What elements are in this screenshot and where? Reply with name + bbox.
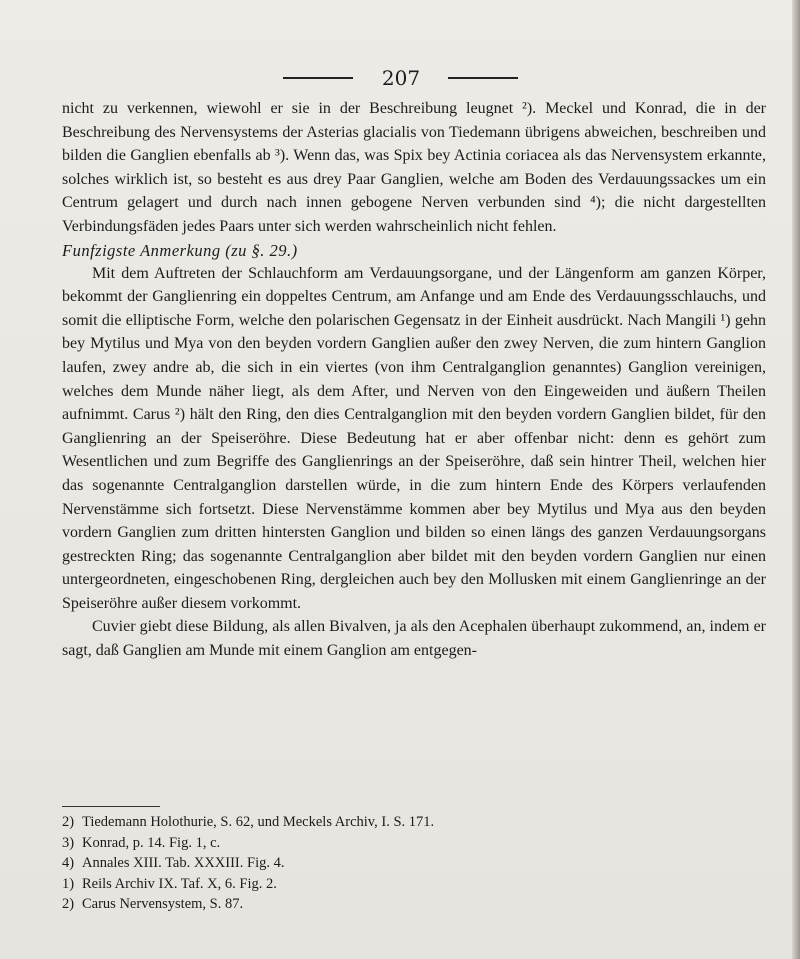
- header-rule-right: [448, 77, 518, 79]
- footnote-item: [62, 812, 582, 833]
- footnote-text: Carus Nervensystem, S. 87.: [82, 896, 244, 912]
- footnote-item: [62, 853, 582, 874]
- footnotes: [62, 812, 582, 915]
- footnote-number: 2): [62, 896, 75, 912]
- paragraph-continuation: nicht zu verkennen, wiewohl er sie in der Beschreibung leugnet ²). Meckel und Konrad, die in der Beschreibung des Nervensystems der Asterias glacialis von Tiedemann übrigens abweichen, beschreiben und bilden die Ganglien ebenfalls ab ³). Wenn das, was Spix bey Actinia coriacea als das Nervensystem erkannte, solches wirklich ist, so besteht es aus drey Paar Ganglien, welche am Boden des Verdauungssackes um ein Centrum gelagert und durch nach innen gebogene Nerven verbunden sind ⁴); die nicht dargestellten Verbindungsfäden jedes Paars unter sich werden wahrscheinlich nicht fehlen.: [62, 100, 766, 235]
- footnote-text: Reils Archiv IX. Taf. X, 6. Fig. 2.: [82, 875, 277, 892]
- footnote-divider: [62, 806, 160, 807]
- page-number: 207: [381, 66, 421, 90]
- paragraph-closing: Cuvier giebt diese Bildung, als allen Bivalven, ja als den Acephalen überhaupt zukommend, an, indem er sagt, daß Ganglien am Munde mit einem Ganglion am entgegen-: [62, 618, 766, 660]
- main-text: [62, 97, 766, 663]
- footnote-text: Annales XIII. Tab. XXXIII. Fig. 4.: [82, 855, 285, 871]
- page-header: [0, 66, 800, 90]
- page-edge: [792, 0, 800, 959]
- footnote-item: [62, 833, 582, 854]
- footnote-number: 1): [62, 875, 75, 892]
- footnote-item: [62, 874, 582, 895]
- header-rule-left: [283, 77, 353, 79]
- footnote-number: 2): [62, 814, 75, 830]
- paragraph-body: Mit dem Auftreten der Schlauchform am Verdauungsorgane, und der Längenform am ganzen Körper, bekommt der Ganglienring ein doppeltes Centrum, am Anfange und am Ende des Verdauungsschlauchs, und somit die elliptische Form, welche den polarischen Gegensatz in der Einheit ausdrückt. Nach Mangili ¹) gehn bey Mytilus und Mya von den beyden vordern Ganglien außer den zwey Nerven, die zum hintern Ganglion laufen, zwey andre ab, die sich in ein viertes (von ihm Centralganglion genanntes) Ganglion vereinigen, welches dem Munde näher liegt, als dem After, und Nerven von den Eingeweiden und äußern Theilen aufnimmt. Carus ²) hält den Ring, den dies Centralganglion mit den beyden vordern Ganglien bildet, für den Ganglienring an der Speiseröhre. Diese Bedeutung hat er aber offenbar nicht: denn es gehört zum Wesentlichen und zum Begriffe des Ganglienrings an der Speiseröhre, daß sein hintrer Theil, welchen hier das sogenannte Centralganglion darstellen würde, in die zum hintern Ende des Körpers verlaufenden Nervenstämme sich fortsetzt. Diese Nervenstämme kommen aber bey Mytilus und Mya aus den beyden vordern Ganglien zum dritten hintersten Ganglion und bilden so einen längs des ganzen Verdauungsorgans gestreckten Ring; das sogenannte Centralganglion aber bildet mit den beyden vordern Ganglien nur einen untergeordneten, eingeschobenen Ring, dergleichen auch bey den Mollusken mit einem Ganglienringe an der Speiseröhre außer diesem vorkommt.: [62, 264, 766, 612]
- footnote-item: [62, 894, 582, 915]
- section-heading: Funfzigste Anmerkung (zu §. 29.): [62, 240, 298, 260]
- footnote-text: Tiedemann Holothurie, S. 62, und Meckels Archiv, I. S. 171.: [82, 814, 435, 830]
- footnote-number: 4): [62, 855, 75, 871]
- footnote-number: 3): [62, 834, 75, 851]
- footnote-text: Konrad, p. 14. Fig. 1, c.: [82, 834, 221, 851]
